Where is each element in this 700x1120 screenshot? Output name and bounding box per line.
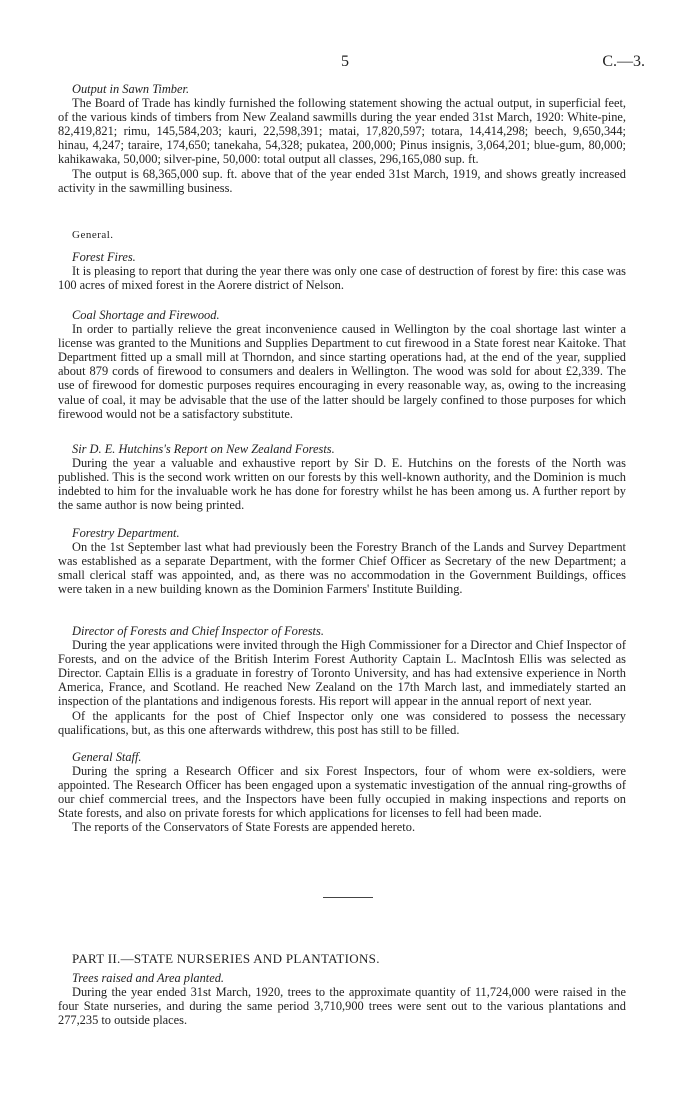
output-heading: Output in Sawn Timber.: [72, 82, 190, 96]
forestry-department-paragraph: On the 1st September last what had previously been the Forestry Branch of the Lands and Survey Department was established as a separate Department, with the former Chief Officer as Secretary of the new Department; a small clerical staff was appointed, and, as there was no accommodation in the Government Buildings, offices were taken in a new building known as the Dominion Farmers' Institute Building.: [58, 540, 626, 597]
section-general: [58, 228, 626, 242]
output-paragraph-2: The output is 68,365,000 sup. ft. above that of the year ended 31st March, 1919, and shows greatly increased activity in the sawmilling business.: [58, 166, 626, 195]
director-paragraph-2: Of the applicants for the post of Chief Inspector only one was considered to possess the necessary qualifications, but, as this one afterwards withdrew, this post has still to be filled.: [58, 708, 626, 737]
director-heading: Director of Forests and Chief Inspector of Forests.: [72, 624, 324, 638]
section-part-two: [58, 952, 626, 1027]
part-two-heading: Trees raised and Area planted.: [72, 971, 225, 986]
general-staff-paragraph-1: During the spring a Research Officer and six Forest Inspectors, four of whom were ex-soldiers, were appointed. The Research Officer has been engaged upon a systematic investigation of the annual ring-growths of our chief commercial trees, and the Inspectors have been fully occupied in making inspections and reports on State forests, and also on private forests for which applications for licenses to fell had been made.: [58, 764, 626, 821]
section-director: [58, 624, 626, 737]
general-staff-heading: General Staff.: [72, 750, 142, 764]
section-coal-shortage: [58, 308, 626, 421]
part-two-paragraph: During the year ended 31st March, 1920, trees to the approximate quantity of 11,724,000 were raised in the four State nurseries, and during the same period 3,710,900 trees were sent out to the various plantations and 277,235 to outside places.: [58, 985, 626, 1028]
coal-shortage-paragraph: In order to partially relieve the great inconvenience caused in Wellington by the coal shortage last winter a license was granted to the Munitions and Supplies Department to cut firewood in a State forest near Kaitoke. That Department fitted up a small mill at Thorndon, and since starting operations had, at the end of the year, supplied about 879 cords of firewood to consumers and dealers in Wellington. The wood was sold for about £2,339. The use of firewood for domestic purposes requires encouraging in every reasonable way, as, owing to the increasing value of coal, it may be advisable that the use of the latter should be largely confined to those purposes for which firewood would not be a satisfactory substitute.: [58, 322, 626, 421]
director-paragraph-1: During the year applications were invited through the High Commissioner for a Director and Chief Inspector of Forests, and on the advice of the British Interim Forest Authority Captain L. MacIntosh Ellis was selected as Director. Captain Ellis is a graduate in forestry of Toronto University, and has had extensive experience in North America, France, and Scotland. He reached New Zealand on the 17th March last, and immediately started an inspection of the plantations and indigenous forests. His report will appear in the annual report of next year.: [58, 638, 626, 709]
document-reference: C.—3.: [602, 53, 645, 70]
coal-shortage-heading: Coal Shortage and Firewood.: [72, 308, 220, 322]
page-number: 5: [341, 53, 349, 70]
general-heading: General.: [72, 229, 114, 241]
section-divider: [323, 897, 373, 898]
section-forestry-department: [58, 526, 626, 596]
forestry-department-heading: Forestry Department.: [72, 526, 180, 540]
output-paragraph-1: The Board of Trade has kindly furnished the following statement showing the actual output, in superficial feet, of the various kinds of timbers from New Zealand sawmills during the year ended 31st March, 1920: White-pine, 82,419,821; rimu, 145,584,203; kauri, 22,598,391; matai, 17,820,597; totara, 14,414,298; beech, 9,650,344; hinau, 4,247; taraire, 174,650; tanekaha, 54,328; pukatea, 200,000; Pinus insignis, 3,064,201; blue-gum, 80,000; kahikawaka, 50,000; silver-pine, 50,000: total output all classes, 296,165,080 sup. ft.: [58, 96, 626, 167]
hutchins-report-heading: Sir D. E. Hutchins's Report on New Zealand Forests.: [72, 442, 335, 456]
section-general-staff: [58, 750, 626, 835]
forest-fires-paragraph: It is pleasing to report that during the year there was only one case of destruction of forest by fire: this case was 100 acres of mixed forest in the Aorere district of Nelson.: [58, 264, 626, 293]
general-staff-paragraph-2: The reports of the Conservators of State Forests are appended hereto.: [72, 820, 416, 835]
section-forest-fires: [58, 250, 626, 292]
section-hutchins-report: [58, 442, 626, 512]
section-output: [58, 82, 626, 195]
hutchins-report-paragraph: During the year a valuable and exhaustive report by Sir D. E. Hutchins on the forests of the North was published. This is the second work written on our forests by this well-known authority, and the Dominion is much indebted to him for the invaluable work he has done for forestry whilst he has been among us. A further report by the same author is now being printed.: [58, 456, 626, 513]
part-two-title: PART II.—STATE NURSERIES AND PLANTATIONS.: [72, 951, 380, 966]
forest-fires-heading: Forest Fires.: [72, 250, 136, 264]
